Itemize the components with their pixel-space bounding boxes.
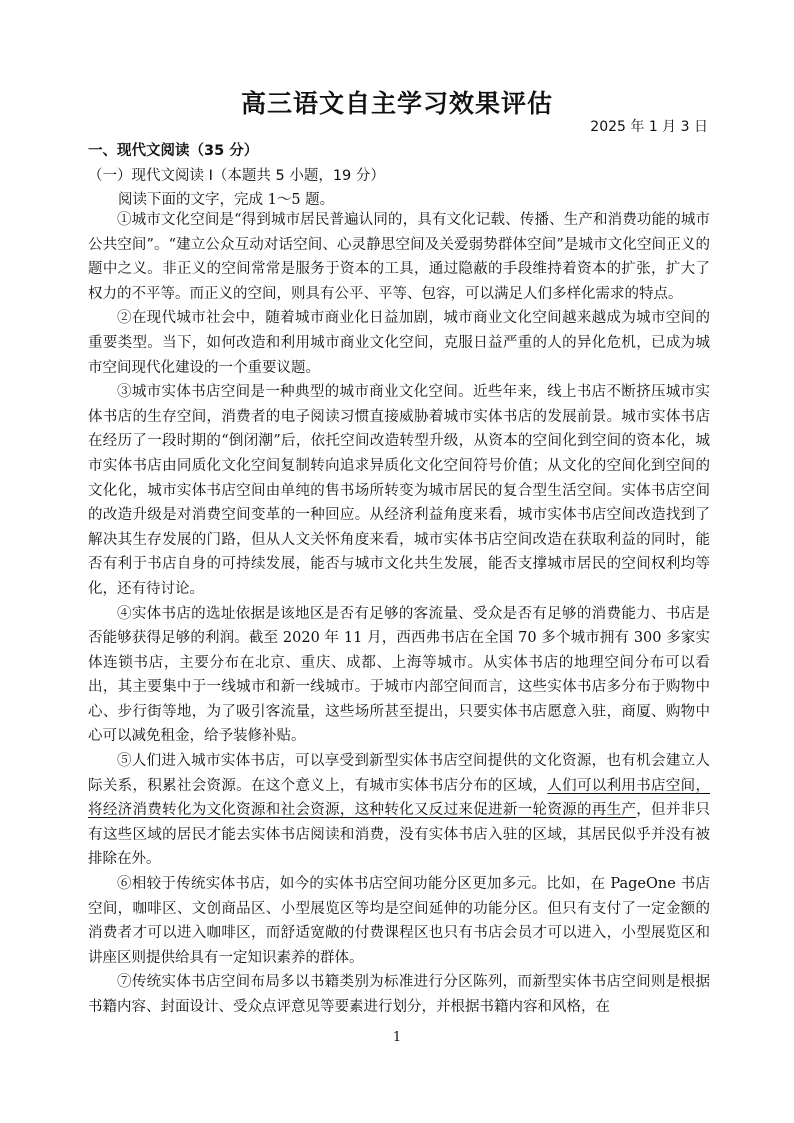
paragraph-5-text-before: ⑤人们进入城市实体书店，可以享受到新型实体书店空间提供的文化资源，也有机会建立人际关系，积累社会资源。在这个意义上，有城市实体书店分布的区域， — [88, 753, 710, 794]
paragraph-1: ①城市文化空间是“得到城市居民普遍认同的，具有文化记载、传播、生产和消费功能的城市公共空间”。“建立公众互动对话空间、心灵静思空间及关爱弱势群体空间”是城市文化空间正义的题中之义。非正义的空间常常是服务于资本的工具，通过隐蔽的手段维持着资本的扩张，扩大了权力的不平等。而正义的空间，则具有公平、平等、包容，可以满足人们多样化需求的特点。 — [88, 212, 710, 302]
paragraph-2: ②在现代城市社会中，随着城市商业化日益加剧，城市商业文化空间越来越成为城市空间的重要类型。当下，如何改造和利用城市商业文化空间，克服日益严重的人的异化危机，已成为城市空间现代化建设的一个重要议题。 — [88, 310, 710, 376]
reading-instruction: 阅读下面的文字，完成 1～5 题。 — [118, 192, 335, 208]
paragraph-5-text-after: ，但并非只有这些区域的居民才能去实体书店阅读和消费，没有实体书店入驻的区域，其居民似乎并没有被排除在外。 — [88, 802, 711, 868]
section-heading: 一、现代文阅读（35 分） — [88, 143, 259, 159]
paragraph-7: ⑦传统实体书店空间布局多以书籍类别为标准进行分区陈列，而新型实体书店空间则是根据书籍内容、封面设计、受众点评意见等要素进行划分，并根据书籍内容和风格，在 — [88, 974, 710, 1015]
page-number: 1 — [392, 1030, 402, 1045]
paragraph-5 — [88, 749, 710, 872]
reading-passage — [88, 208, 710, 1020]
exam-date: 2025 年 1 月 3 日 — [590, 119, 708, 135]
paragraph-3: ③城市实体书店空间是一种典型的城市商业文化空间。近些年来，线上书店不断挤压城市实体书店的生存空间，消费者的电子阅读习惯直接威胁着城市实体书店的发展前景。城市实体书店在经历了一段时期的“倒闭潮”后，依托空间改造转型升级，从资本的空间化到空间的资本化，城市实体书店由同质化文化空间复制转向追求异质化文化空间符号价值；从文化的空间化到空间的文化化，城市实体书店空间由单纯的售书场所转变为城市居民的复合型生活空间。实体书店空间的改造升级是对消费空间变革的一种回应。从经济利益角度来看，城市实体书店空间改造找到了解决其生存发展的门路，但从人文关怀角度来看，城市实体书店空间改造在获取利益的同时，能否有利于书店自身的可持续发展，能否与城市文化共生发展，能否支撑城市居民的空间权利均等化，还有待讨论。 — [88, 384, 710, 597]
paragraph-5-underlined-text: 人们可以利用书店空间，将经济消费转化为文化资源和社会资源，这种转化又反过来促进新一轮资源的再生产 — [88, 777, 710, 819]
paragraph-6: ⑥相较于传统实体书店，如今的实体书店空间功能分区更加多元。比如，在 PageOne 书店空间，咖啡区、文创商品区、小型展览区等均是空间延伸的功能分区。但只有支付了一定金额的消费者才可以进入咖啡区，而舒适宽敞的付费课程区也只有书店会员才可以进入，小型展览区和讲座区则提供给具有一定知识素养的群体。 — [88, 876, 710, 966]
subsection-heading: （一）现代文阅读 I（本题共 5 小题，19 分） — [88, 168, 385, 184]
page-title: 高三语文自主学习效果评估 — [240, 89, 553, 118]
paragraph-4: ④实体书店的选址依据是该地区是否有足够的客流量、受众是否有足够的消费能力、书店是否能够获得足够的利润。截至 2020 年 11 月，西西弗书店在全国 70 多个城市拥有 300 多家实体连锁书店，主要分布在北京、重庆、成都、上海等城市。从实体书店的地理空间分布可以看出，其主要集中于一线城市和新一线城市。于城市内部空间而言，这些实体书店多分布于购物中心、步行街等地，为了吸引客流量，这些场所甚至提出，只要实体书店愿意入驻，商厦、购物中心可以减免租金，给予装修补贴。 — [88, 605, 710, 745]
